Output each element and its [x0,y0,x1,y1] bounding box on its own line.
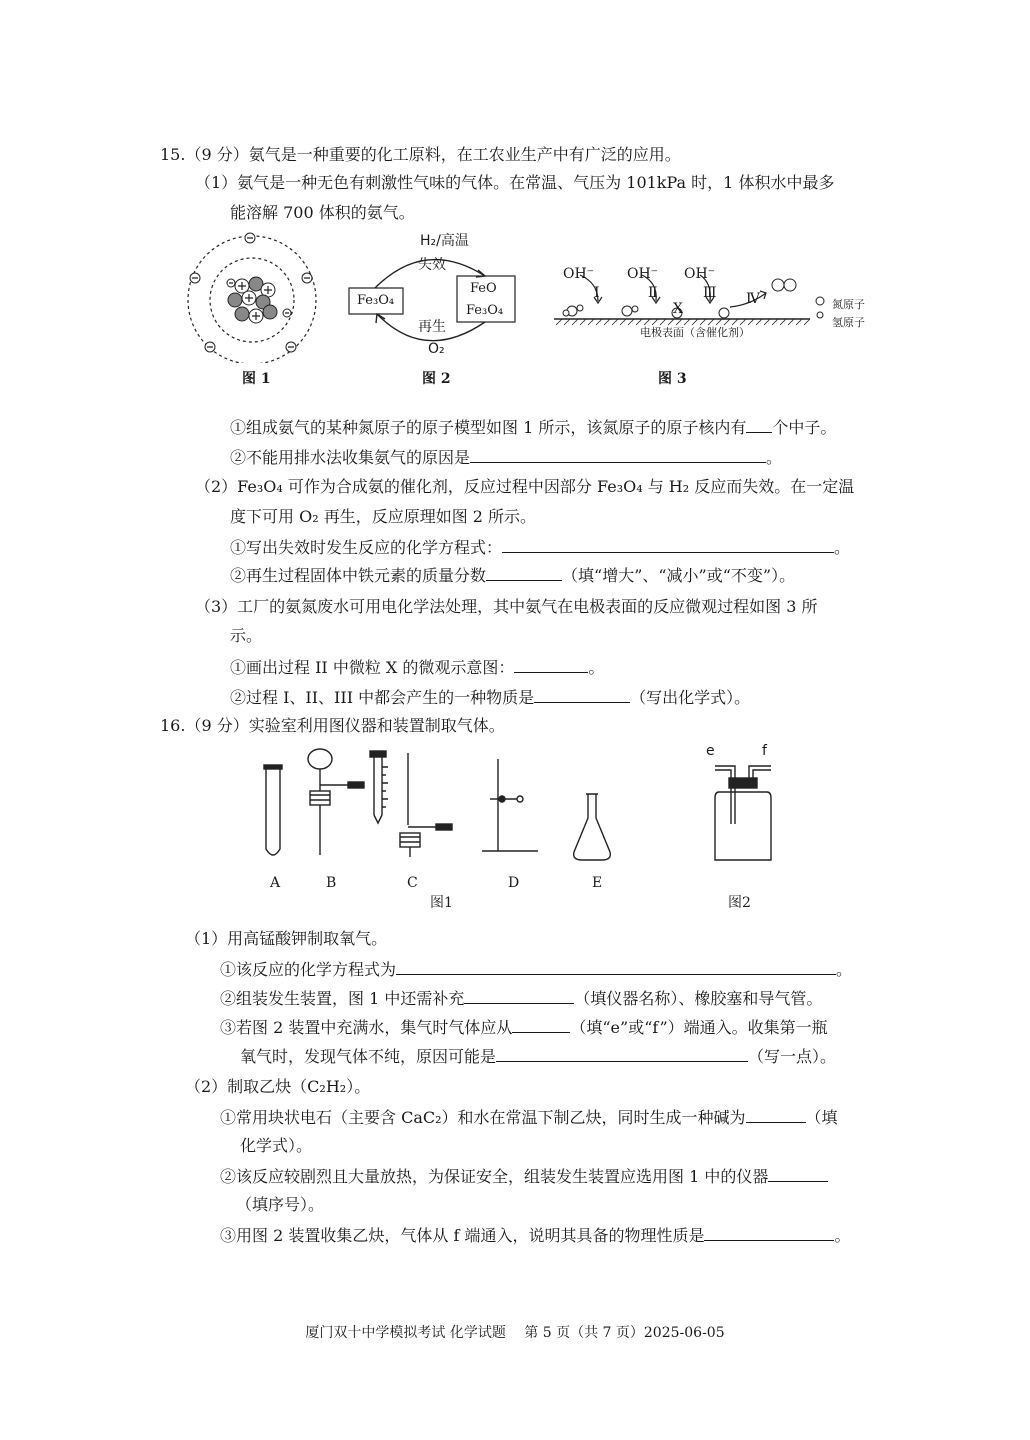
fig2-left-box-text: Fe₃O₄ [357,293,395,308]
q15-1-1 [230,416,836,439]
q16-2-1-text: ①常用块状电石（主要含 CaC₂）和水在常温下制乙炔，同时生成一种碱为 [220,1108,746,1127]
apparatus-label-e: E [592,875,603,891]
q15-2-1-answer-blank[interactable] [502,536,834,553]
q15-part2-text: （2）Fe₃O₄ 可作为合成氨的催化剂，反应过程中因部分 Fe₃O₄ 与 H₂ 反应而失效。在一定温 [195,477,855,496]
apparatus-label-d: D [508,875,520,891]
fig3-legend-hydrogen: 氢原子 [832,316,865,329]
gas-bottle-port-f: f [762,743,767,759]
q16-fig2-caption: 图2 [728,895,751,911]
q15-part1-text: （1）氨气是一种无色有刺激性气味的气体。在常温、气压为 101kPa 时，1 体积水中最多 [195,173,835,192]
apparatus-label-a: A [270,875,281,891]
q15-2-1-text-end: 。 [834,538,851,557]
q15-1-1-text: ①组成氨气的某种氮原子的原子模型如图 1 所示，该氮原子的原子核内有 [230,418,747,437]
q16-1-3-text-mid: （填“e”或“f”）端通入。收集第一瓶 [570,1018,828,1037]
q15-3-2 [230,686,750,709]
q16-1-3-text-cont: 氧气时，发现气体不纯，原因可能是 [240,1047,497,1066]
q16-2-1 [220,1106,838,1129]
gas-bottle-figure [705,752,785,867]
atom-model-figure [180,228,330,363]
q15-2-2-text-end: （填“增大”、“减小”或“不变”）。 [562,566,796,585]
q15-3-1-text-end: 。 [588,658,605,677]
q16-1-3-text: ③若图 2 装置中充满水，集气时气体应从 [220,1018,513,1037]
q15-2-2-text: ②再生过程固体中铁元素的质量分数 [230,566,487,585]
q15-part1-text-cont: 能溶解 700 体积的氨气。 [230,203,415,222]
q16-fig1-caption: 图1 [430,895,453,911]
fig3-legend-nitrogen: 氮原子 [832,298,865,311]
q16-1-3-answer-blank-2[interactable] [496,1045,748,1062]
q16-1-3-cont [240,1045,836,1068]
gas-bottle-port-e: e [706,743,715,759]
fig1-caption: 图 1 [242,371,271,387]
q16-2-1-cont: 化学式）。 [240,1136,313,1155]
q16-2-3-answer-blank[interactable] [704,1224,834,1241]
q16-1-2-text-end: （填仪器名称）、橡胶塞和导气管。 [574,989,823,1008]
q16-2-2-text: ②该反应较剧烈且大量放热，为保证安全，组装发生装置应选用图 1 中的仪器 [220,1167,769,1186]
q15-2-1 [230,536,850,559]
fig3-surface-label: 电极表面（含催化剂） [640,326,750,339]
apparatus-figure-1 [250,745,570,870]
q15-2-2 [230,564,795,587]
page-footer: 厦门双十中学模拟考试 化学试题 第 5 页（共 7 页）2025-06-05 [305,1325,725,1341]
q16-2-2-answer-blank[interactable] [768,1165,828,1182]
q16-1-3 [220,1016,828,1039]
apparatus-label-b: B [326,875,337,891]
fig3-step-2: Ⅱ [648,285,658,301]
fig3-x-label: X [673,301,683,317]
q15-part3-text: （3）工厂的氨氮废水可用电化学法处理，其中氨气在电极表面的反应微观过程如图 3 所 [195,597,818,616]
q16-part1-text: （1）用高锰酸钾制取氧气。 [185,929,388,948]
fig2-caption: 图 2 [422,371,451,387]
apparatus-label-c: C [407,875,418,891]
fig3-oh-1: OH⁻ [563,266,595,282]
q15-3-2-answer-blank[interactable] [534,686,630,703]
q16-1-3-text-end: （写一点）。 [748,1047,837,1066]
fig2-right-box-text-2: Fe₃O₄ [466,303,504,318]
q15-3-1-answer-blank[interactable] [514,656,588,673]
fig3-step-1: Ⅰ [594,285,600,301]
q16-2-3-text: ③用图 2 装置收集乙炔，气体从 f 端通入，说明其具备的物理性质是 [220,1226,705,1245]
q15-part3-text-cont: 示。 [230,626,263,645]
q15-heading: 15.（9 分）氨气是一种重要的化工原料，在工农业生产中有广泛的应用。 [160,145,681,164]
q15-1-1-answer-blank[interactable] [746,416,772,433]
test-tube-icon [264,765,282,855]
q16-2-1-text-mid: （填 [805,1108,838,1127]
q16-1-1 [220,958,852,981]
q16-2-3-text-end: 。 [834,1226,851,1245]
q16-1-1-text-end: 。 [836,960,853,979]
fig3-step-3: Ⅲ [703,285,717,301]
q15-2-1-text: ①写出失效时发生反应的化学方程式： [230,538,503,557]
fig3-oh-2: OH⁻ [627,266,659,282]
erlenmeyer-flask-figure [568,790,618,870]
q15-3-2-text: ②过程 I、II、III 中都会产生的一种物质是 [230,688,535,707]
fig2-regenerate-label: 再生 [418,319,446,335]
q16-1-1-answer-blank[interactable] [396,958,836,975]
q16-2-2-cont: （填序号）。 [236,1195,325,1214]
q15-1-1-text-end: 个中子。 [772,418,837,437]
q16-2-2 [220,1165,828,1188]
q15-1-2-answer-blank[interactable] [470,446,766,463]
q15-3-1-text: ①画出过程 II 中微粒 X 的微观示意图： [230,658,515,677]
q16-heading: 16.（9 分）实验室利用图仪器和装置制取气体。 [160,716,505,735]
fig3-caption: 图 3 [658,371,687,387]
q16-2-1-answer-blank[interactable] [746,1106,806,1123]
q15-3-1 [230,656,604,679]
q16-1-2-answer-blank[interactable] [464,987,574,1004]
q16-1-1-text: ①该反应的化学方程式为 [220,960,397,979]
fig2-h2-label: H₂/高温 [420,233,469,249]
q15-1-2-text: ②不能用排水法收集氨气的原因是 [230,448,471,467]
fig3-oh-3: OH⁻ [684,266,716,282]
fig2-deactivate-label: 失效 [418,257,446,273]
q15-3-2-text-end: （写出化学式）。 [630,688,751,707]
q16-part2-text: （2）制取乙炔（C₂H₂）。 [185,1077,371,1096]
q15-part2-text-cont: 度下可用 O₂ 再生，反应原理如图 2 所示。 [230,507,537,526]
fig2-right-box-text-1: FeO [470,281,497,296]
fig3-step-4: Ⅳ [746,291,760,307]
q15-2-2-answer-blank[interactable] [486,564,562,581]
fig2-o2-label: O₂ [428,341,445,357]
q15-1-2-text-end: 。 [766,448,783,467]
q16-1-2 [220,987,822,1010]
q15-1-2 [230,446,782,469]
q16-2-3 [220,1224,850,1247]
q16-1-3-answer-blank-1[interactable] [512,1016,570,1033]
q16-1-2-text: ②组装发生装置，图 1 中还需补充 [220,989,465,1008]
